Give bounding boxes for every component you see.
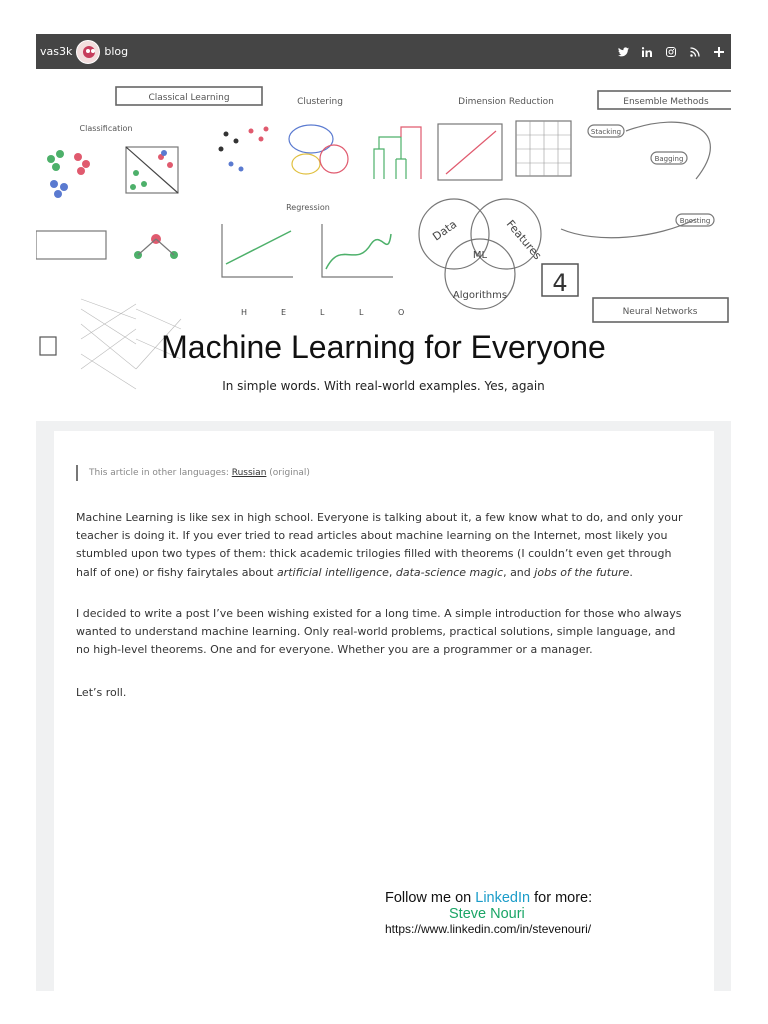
sketch-classical-label: Classical Learning — [148, 93, 230, 103]
intro-paragraph-2: I decided to write a post I’ve been wishing existed for a long time. A simple introduction for those who always wanted to understand machine learning. Only real-world problems, practical solutions, simple language, and no high-level theorems. One and for everyone. Whether you are a programmer or a manager. — [76, 607, 682, 657]
linkedin-link[interactable]: LinkedIn — [475, 890, 531, 906]
sketch-boosting-label: Boosting — [679, 217, 711, 225]
svg-text:E: E — [281, 308, 287, 317]
sketch-algorithms-label: Algorithms — [452, 290, 508, 301]
sketch-regression-label: Regression — [286, 203, 330, 212]
sketch-dimension-label: Dimension Reduction — [458, 97, 554, 107]
language-note-prefix: This article in other languages: — [89, 468, 229, 478]
svg-text:L: L — [359, 308, 364, 317]
sketch-neural-label: Neural Networks — [622, 307, 698, 317]
top-navbar — [36, 34, 731, 69]
sketch-ml-label: ML — [472, 250, 488, 261]
sketch-bagging-label: Bagging — [654, 155, 684, 163]
social-links — [617, 45, 725, 59]
brand-name: vas3k — [40, 45, 73, 58]
sketch-ensemble-label: Ensemble Methods — [623, 97, 709, 107]
linkedin-icon[interactable] — [641, 45, 653, 59]
svg-text:O: O — [398, 308, 405, 317]
plus-icon[interactable] — [713, 45, 725, 59]
language-note — [76, 465, 310, 481]
avatar-icon — [76, 40, 100, 64]
article-frame — [36, 421, 731, 991]
svg-text:L: L — [320, 308, 325, 317]
follow-line: Follow me on LinkedIn for more: — [385, 890, 593, 906]
brand-blog-label: blog — [104, 45, 129, 58]
sketch-stacking-label: Stacking — [590, 128, 622, 136]
intro-paragraph-1: Machine Learning is like sex in high school. Everyone is talking about it, a few know what to do, and only your teacher is doing it. If you ever tried to read articles about machine learning on the Internet, most likely you stumbled upon two types of them: thick academic trilogies filled with theorems (I couldn’t even get through half of one) or fishy fairytales about artificial intelligence, data-science magic, and jobs of the future. — [76, 511, 683, 579]
article-card — [54, 431, 714, 991]
rss-icon[interactable] — [689, 45, 701, 59]
author-name: Steve Nouri — [449, 906, 525, 922]
intro-paragraph-3: Let’s roll. — [76, 686, 127, 699]
follow-promo — [385, 890, 615, 936]
instagram-icon[interactable] — [665, 45, 677, 59]
sketch-features-label: Features — [503, 217, 545, 263]
profile-url[interactable]: https://www.linkedin.com/in/stevenouri/ — [385, 922, 592, 936]
sketch-classification-label: Classification — [79, 124, 133, 133]
page-title: Machine Learning for Everyone — [161, 329, 606, 365]
hero-banner — [36, 69, 731, 409]
sketch-data-label: Data — [430, 217, 460, 244]
russian-link[interactable]: Russian — [231, 468, 267, 478]
page-subtitle: In simple words. With real-world examples. Yes, again — [222, 379, 545, 393]
svg-text:H: H — [241, 308, 248, 317]
language-note-suffix: (original) — [269, 468, 310, 478]
brand-link[interactable] — [40, 40, 128, 64]
twitter-icon[interactable] — [617, 45, 629, 59]
svg-text:4: 4 — [552, 269, 568, 297]
sketch-clustering-label: Clustering — [297, 97, 343, 107]
